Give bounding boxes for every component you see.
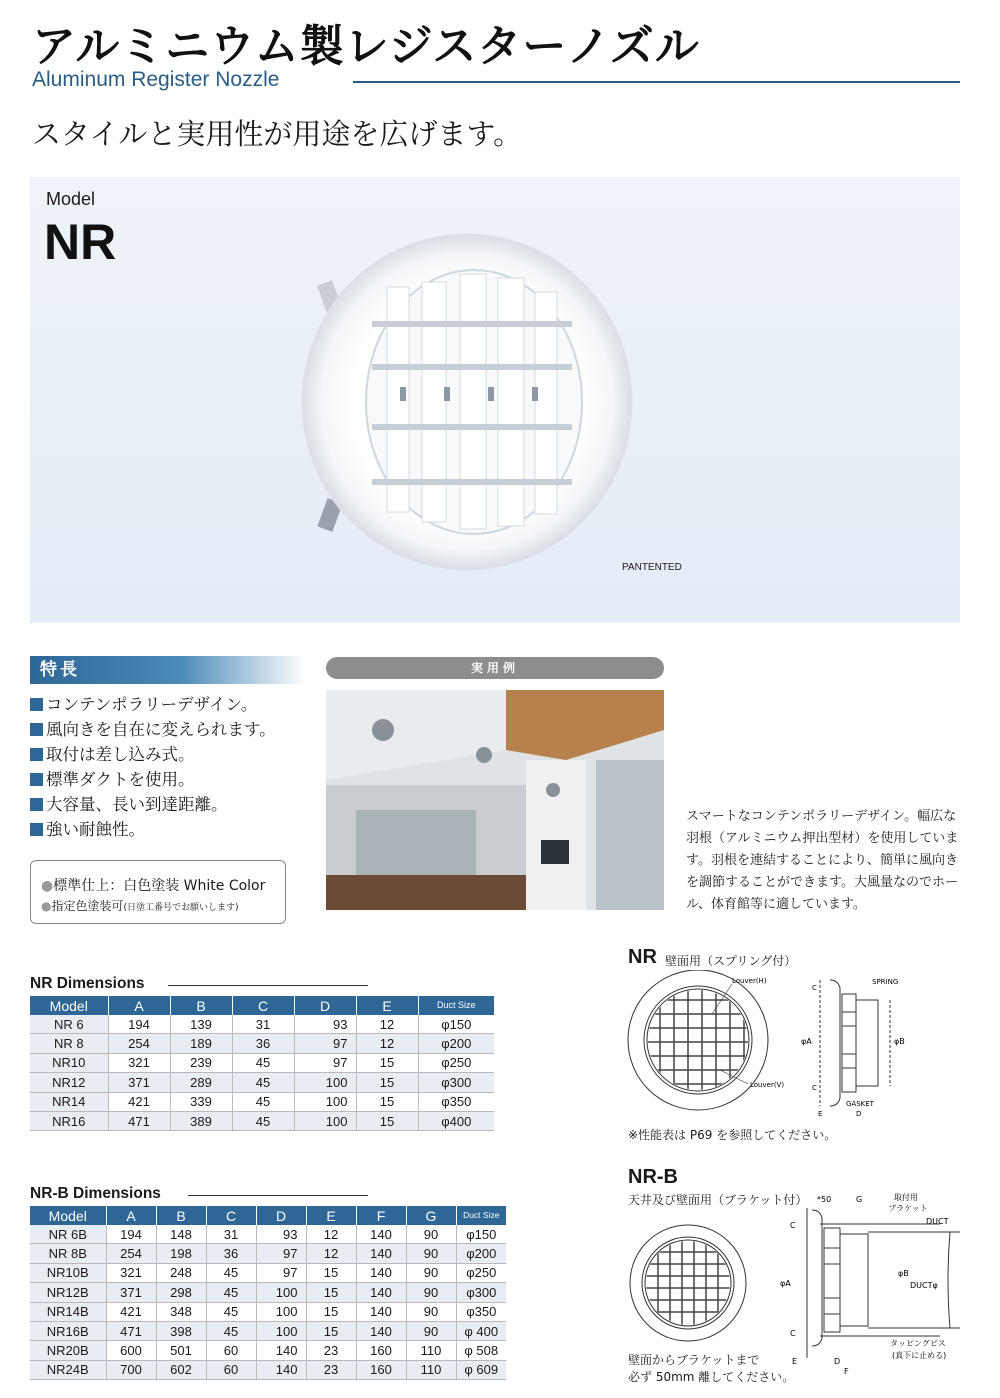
spec-standard: 標準仕上：白色塗装 White Color: [53, 878, 266, 894]
table-cell: 100: [256, 1302, 306, 1321]
table-cell: 421: [106, 1302, 156, 1321]
table-cell: 600: [106, 1341, 156, 1360]
table-cell: 15: [306, 1302, 356, 1321]
table-cell: 15: [356, 1111, 418, 1130]
usage-label: 実用例: [326, 657, 664, 679]
svg-text:E: E: [818, 1110, 823, 1118]
table-cell: NR20B: [30, 1341, 106, 1360]
nrb-diagram-heading: NR-B: [628, 1166, 678, 1188]
svg-text:ブラケット: ブラケット: [888, 1204, 928, 1213]
performance-note: ※性能表は P69 を参照してください。: [628, 1128, 837, 1142]
spec-custom: 指定色塗装可: [51, 899, 124, 913]
table-cell: φ300: [456, 1283, 506, 1302]
table-row: [30, 1302, 506, 1321]
table-cell: 31: [206, 1225, 256, 1244]
table-cell: 371: [108, 1073, 170, 1092]
table-cell: 31: [232, 1015, 294, 1034]
page-title-english: Aluminum Register Nozzle: [32, 68, 280, 91]
table-cell: φ 400: [456, 1321, 506, 1340]
table-cell: 97: [294, 1053, 356, 1072]
label-gasket: GASKET: [846, 1100, 874, 1108]
table-cell: 23: [306, 1360, 356, 1379]
table-cell: 194: [106, 1225, 156, 1244]
table-cell: 36: [206, 1244, 256, 1263]
table-cell: 100: [256, 1321, 306, 1340]
product-image: [292, 232, 652, 577]
table-cell: φ350: [456, 1302, 506, 1321]
table-cell: φ250: [456, 1263, 506, 1282]
nr-diagram-subheading: 壁面用（スプリング付）: [665, 954, 797, 968]
table-cell: 471: [108, 1111, 170, 1130]
nr-table-title: NR Dimensions: [30, 975, 145, 992]
table-cell: 12: [356, 1034, 418, 1053]
table-cell: 45: [206, 1263, 256, 1282]
table-cell: 140: [356, 1302, 406, 1321]
table-cell: 160: [356, 1341, 406, 1360]
feature-item: コンテンポラリーデザイン。: [30, 692, 276, 717]
table-cell: 90: [406, 1283, 456, 1302]
table-cell: 321: [108, 1053, 170, 1072]
table-cell: NR10: [30, 1053, 108, 1072]
table-cell: φ350: [418, 1092, 494, 1111]
table-cell: φ 609: [456, 1360, 506, 1379]
features-list: [30, 692, 276, 842]
table-row: [30, 1225, 506, 1244]
nr-diagram-heading: NR: [628, 946, 657, 968]
table-cell: NR14: [30, 1092, 108, 1111]
table-row: [30, 1015, 494, 1034]
table-cell: 90: [406, 1225, 456, 1244]
bracket-note-line1: 壁面からブラケットまで: [628, 1353, 760, 1367]
table-cell: 60: [206, 1341, 256, 1360]
table-cell: 398: [156, 1321, 206, 1340]
table-cell: 36: [232, 1034, 294, 1053]
table-cell: NR24B: [30, 1360, 106, 1379]
label-louver-h: Louver(H): [732, 977, 767, 985]
table-cell: 97: [256, 1244, 306, 1263]
svg-text:φB: φB: [894, 1037, 905, 1046]
table-cell: 90: [406, 1263, 456, 1282]
table-cell: 45: [232, 1073, 294, 1092]
svg-text:E: E: [792, 1357, 798, 1366]
table-cell: NR 8: [30, 1034, 108, 1053]
svg-text:C: C: [790, 1221, 796, 1230]
table-cell: 90: [406, 1321, 456, 1340]
table-cell: 501: [156, 1341, 206, 1360]
table-row: [30, 1073, 494, 1092]
feature-item: 標準ダクトを使用。: [30, 767, 276, 792]
table-cell: 45: [232, 1053, 294, 1072]
table-cell: NR14B: [30, 1302, 106, 1321]
table-cell: 15: [306, 1321, 356, 1340]
nrb-dimensions-table: Model A B C D E F G Duct Size NR 6B 194 148 31 93 12 140 90 φ150 NR 8B 254 198 36 97 12 140 90 φ200 NR10B 321 248 45 97 15 140 90 φ250 NR12B 371 298 45 100 15 140 90 φ300 NR14B 421 348 45 100 15 140 90 φ350 NR16B 471 398 45 100 15 140 90 φ 400 NR20B 600 501 60 140 23 160 110 φ 508 NR24B 700 602 60 140 23 160 110 φ 609: [30, 1206, 506, 1380]
table-cell: 23: [306, 1341, 356, 1360]
table-cell: 421: [108, 1092, 170, 1111]
table-cell: 289: [170, 1073, 232, 1092]
table-cell: 254: [108, 1034, 170, 1053]
svg-text:φA: φA: [801, 1037, 812, 1046]
svg-text:F: F: [844, 1367, 849, 1376]
table-cell: 140: [356, 1283, 406, 1302]
table-cell: 140: [356, 1244, 406, 1263]
table-cell: 15: [356, 1073, 418, 1092]
table-cell: φ300: [418, 1073, 494, 1092]
table-cell: NR16B: [30, 1321, 106, 1340]
svg-text:C: C: [812, 984, 817, 992]
svg-text:D: D: [834, 1357, 841, 1366]
table-row: [30, 1111, 494, 1130]
features-heading: 特長: [30, 656, 305, 684]
table-cell: 140: [256, 1360, 306, 1379]
table-cell: 160: [356, 1360, 406, 1379]
table-cell: 15: [356, 1053, 418, 1072]
table-cell: 189: [170, 1034, 232, 1053]
nrb-diagram-subheading: 天井及び壁面用（ブラケット付）: [628, 1193, 808, 1207]
label-spring: SPRING: [872, 978, 899, 986]
table-cell: NR10B: [30, 1263, 106, 1282]
table-cell: 100: [294, 1111, 356, 1130]
table-cell: 45: [206, 1321, 256, 1340]
svg-text:C: C: [812, 1084, 817, 1092]
feature-item: 取付は差し込み式。: [30, 742, 276, 767]
table-cell: 140: [256, 1341, 306, 1360]
table-row: [30, 1053, 494, 1072]
table-row: [30, 1034, 494, 1053]
bracket-note-line2: 必ず 50mm 離してください。: [628, 1370, 795, 1384]
label-tapping-screw: タッピングビス: [890, 1339, 946, 1348]
label-louver-v: Louver(V): [750, 1081, 785, 1089]
feature-item: 強い耐蝕性。: [30, 817, 276, 842]
table-cell: 348: [156, 1302, 206, 1321]
table-row: [30, 1360, 506, 1379]
table-row: [30, 1341, 506, 1360]
table-cell: 194: [108, 1015, 170, 1034]
table-cell: 45: [232, 1092, 294, 1111]
svg-text:G: G: [856, 1195, 863, 1204]
table-cell: φ200: [418, 1034, 494, 1053]
table-cell: 140: [356, 1263, 406, 1282]
page-title: アルミニウム製レジスターノズル: [32, 21, 700, 72]
table-cell: 100: [294, 1092, 356, 1111]
svg-text:*50: *50: [817, 1195, 832, 1204]
table-cell: 60: [206, 1360, 256, 1379]
table-cell: 140: [356, 1321, 406, 1340]
table-cell: 93: [294, 1015, 356, 1034]
model-label: Model: [46, 189, 96, 209]
spec-custom-note: (日塗工番号でお願いします): [123, 903, 239, 913]
svg-text:(真下に止める): (真下に止める): [892, 1351, 947, 1360]
table-row: [30, 1321, 506, 1340]
table-row: [30, 1263, 506, 1282]
table-cell: φ200: [456, 1244, 506, 1263]
table-cell: 45: [206, 1302, 256, 1321]
feature-item: 大容量、長い到達距離。: [30, 792, 276, 817]
svg-text:DUCTφ: DUCTφ: [910, 1281, 938, 1290]
table-cell: 100: [256, 1283, 306, 1302]
svg-text:φA: φA: [780, 1279, 791, 1288]
nrb-table-title: NR-B Dimensions: [30, 1185, 161, 1202]
table-cell: 339: [170, 1092, 232, 1111]
usage-description: スマートなコンテンポラリーデザイン。幅広な羽根（アルミニウム押出型材）を使用しています。羽根を連結することにより、簡単に風向きを調節することができます。大風量なのでホール、体育館等に適しています。: [686, 809, 959, 912]
table-cell: 140: [356, 1225, 406, 1244]
table-cell: 97: [256, 1263, 306, 1282]
table-row: [30, 1092, 494, 1111]
table-cell: 15: [356, 1092, 418, 1111]
table-cell: 110: [406, 1360, 456, 1379]
table-cell: φ150: [456, 1225, 506, 1244]
table-row: [30, 1283, 506, 1302]
table-cell: NR12B: [30, 1283, 106, 1302]
table-cell: 90: [406, 1244, 456, 1263]
hero-panel: [30, 177, 960, 623]
table-cell: 139: [170, 1015, 232, 1034]
svg-text:D: D: [856, 1110, 862, 1118]
nrb-diagram: [620, 1188, 970, 1378]
finish-spec-box: ●標準仕上：白色塗装 White Color ●指定色塗装可(日塗工番号でお願いします): [30, 860, 286, 924]
table-cell: 239: [170, 1053, 232, 1072]
label-duct: DUCT: [926, 1217, 949, 1226]
table-cell: 12: [306, 1244, 356, 1263]
table-cell: NR 8B: [30, 1244, 106, 1263]
tagline: スタイルと実用性が用途を広げます。: [32, 117, 523, 151]
table-cell: 471: [106, 1321, 156, 1340]
table-cell: 12: [306, 1225, 356, 1244]
table-cell: 90: [406, 1302, 456, 1321]
table-cell: 254: [106, 1244, 156, 1263]
table-cell: 45: [206, 1283, 256, 1302]
table-cell: 15: [306, 1263, 356, 1282]
table-cell: 148: [156, 1225, 206, 1244]
table-cell: 371: [106, 1283, 156, 1302]
nr-dimensions-table: Model A B C D E Duct Size NR 6 194 139 31 93 12 φ150 NR 8 254 189 36 97 12 φ200 NR10 321 239 45 97 15 φ250 NR12 371 289 45 100 15 φ300 NR14 421 339 45 100 15 φ350 NR16 471 389 45 100 15 φ400: [30, 996, 494, 1131]
feature-item: 風向きを自在に変えられます。: [30, 717, 276, 742]
table-cell: NR 6: [30, 1015, 108, 1034]
table-cell: φ 508: [456, 1341, 506, 1360]
table-cell: 198: [156, 1244, 206, 1263]
table-cell: 602: [156, 1360, 206, 1379]
table-cell: 248: [156, 1263, 206, 1282]
table-cell: φ250: [418, 1053, 494, 1072]
table-cell: 389: [170, 1111, 232, 1130]
label-bracket: 取付用: [894, 1193, 918, 1202]
table-cell: 110: [406, 1341, 456, 1360]
nr-diagram: [620, 970, 970, 1120]
table-cell: 321: [106, 1263, 156, 1282]
table-row: [30, 1244, 506, 1263]
table-cell: NR12: [30, 1073, 108, 1092]
patent-note: PANTENTED: [622, 562, 682, 573]
table-cell: 298: [156, 1283, 206, 1302]
table-cell: NR16: [30, 1111, 108, 1130]
table-cell: 45: [232, 1111, 294, 1130]
usage-photo: [326, 690, 664, 910]
svg-text:φB: φB: [898, 1269, 909, 1278]
table-cell: 700: [106, 1360, 156, 1379]
svg-text:C: C: [790, 1329, 796, 1338]
model-name: NR: [44, 214, 117, 270]
title-rule: [353, 81, 960, 83]
table-cell: φ150: [418, 1015, 494, 1034]
table-cell: 93: [256, 1225, 306, 1244]
table-cell: 97: [294, 1034, 356, 1053]
table-cell: 100: [294, 1073, 356, 1092]
table-cell: NR 6B: [30, 1225, 106, 1244]
table-cell: 12: [356, 1015, 418, 1034]
table-cell: 15: [306, 1283, 356, 1302]
table-cell: φ400: [418, 1111, 494, 1130]
